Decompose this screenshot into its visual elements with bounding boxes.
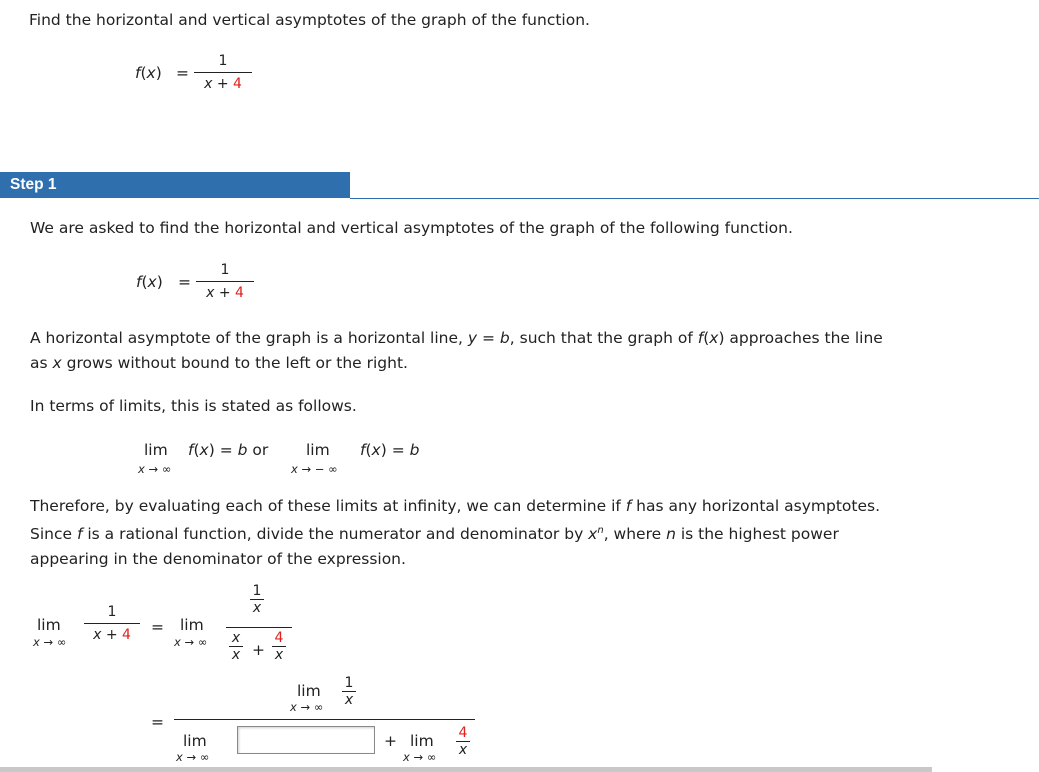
four-over-x: 4 x [272,631,286,662]
strategy-line1: Therefore, by evaluating each of these limits at infinity, we can determine if f has any horizontal asymptotes. [30,497,881,515]
plus-sign-2: + [384,732,397,750]
limit-word-denominator-2: lim [410,732,434,750]
limit-subscript-left: x → ∞ [33,635,67,649]
x-over-x: x x [229,631,243,662]
limit-expression-1: f(x) = b or [188,441,269,459]
fraction-bar [196,281,254,282]
equals-sign-1: = [151,618,164,636]
equals-sign-2: = [151,713,164,731]
step-equals: = [178,273,191,291]
limit-subscript-numerator: x → ∞ [290,700,324,714]
problem-fraction [194,52,252,93]
limit-word-numerator: lim [297,682,321,700]
limit-word-left: lim [37,616,61,634]
limits-intro: In terms of limits, this is stated as follows. [30,397,357,415]
strategy-line3: appearing in the denominator of the expression. [30,550,406,568]
problem-function-name: f(x) [135,64,162,82]
limit-subscript-2: x → − ∞ [291,462,338,476]
compound-fraction-bar [226,627,292,628]
step-denominator: x + 4 [206,285,244,301]
limit-word-denominator-1: lim [183,732,207,750]
step-intro: We are asked to find the horizontal and vertical asymptotes of the graph of the following function. [30,219,793,237]
horizontal-asymptote-definition-line2: as x grows without bound to the left or the right. [30,354,408,372]
step-function-name: f(x) [136,273,163,291]
limit-subscript-right: x → ∞ [174,635,208,649]
top-small-fraction: 1 x [250,584,264,615]
left-fraction: 1 x + 4 [84,603,140,644]
problem-denominator: x + 4 [204,76,242,92]
step-fraction [196,261,254,302]
plus-sign-1: + [252,641,265,659]
problem-prompt: Find the horizontal and vertical asymptotes of the graph of the function. [29,11,590,29]
numerator-one-over-x: 1 x [342,676,356,707]
limit-subscript-denominator-1: x → ∞ [176,750,210,764]
limit-subscript-denominator-2: x → ∞ [403,750,437,764]
answer-input[interactable] [237,726,375,754]
horizontal-scrollbar[interactable] [0,767,932,772]
limit-expression-2: f(x) = b [360,441,420,459]
step-header: Step 1 [0,172,350,198]
problem-equals: = [176,64,189,82]
limit-word-2: lim [306,441,330,459]
denominator-four-over-x: 4 x [456,726,470,757]
fraction-bar [194,72,252,73]
fraction-bar [84,623,140,624]
horizontal-asymptote-definition-line1: A horizontal asymptote of the graph is a horizontal line, y = b, such that the graph of f(x) approaches the line [30,329,883,347]
problem-numerator: 1 [218,53,228,69]
limit-word-right: lim [180,616,204,634]
step-divider [350,198,1039,199]
strategy-line2: Since f is a rational function, divide the numerator and denominator by $x^n$, where n is the highest power [30,525,839,544]
step-numerator: 1 [220,262,230,278]
big-fraction-bar [174,719,475,720]
limit-subscript-1: x → ∞ [138,462,172,476]
limit-word-1: lim [144,441,168,459]
